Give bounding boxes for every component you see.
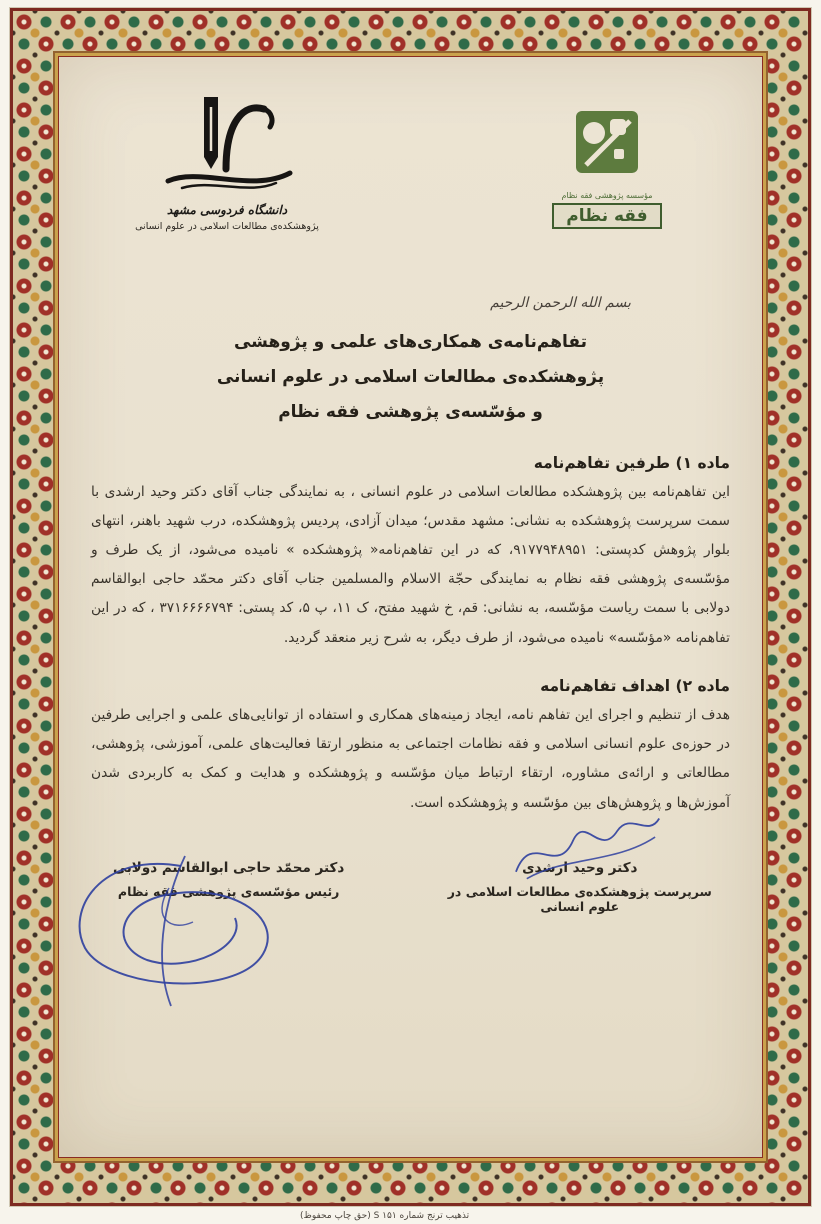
- feqh-nezam-logo: [512, 103, 702, 229]
- bismillah-text: بسم الله الرحمن الرحیم: [490, 295, 631, 311]
- article-2-body: هدف از تنظیم و اجرای این تفاهم نامه، ایجاد زمینه‌های همکاری و استفاده از توانایی‌های علمی و اجرایی طرفین در حوزه‌ی علوم انسانی اسلامی و فقه نظامات اجتماعی به منظور ارتقا فعالیت‌های علمی، آموزشی، پژوهشی، مطالعاتی و ارائه‌ی مشاوره، ارتقاء ارتباط میان مؤسّسه و پژوهشکده و هدایت و کمک به کاربردی شدن آموزش‌ها و پژوهش‌های بین مؤسّسه و پژوهشکده است.: [91, 706, 730, 811]
- document-title-line-3: و مؤسّسه‌ی پژوهشی فقه نظام: [278, 401, 543, 422]
- article-2-heading: ماده ۲) اهداف تفاهم‌نامه: [540, 676, 730, 695]
- arshadi-title: سرپرست پژوهشکده‌ی مطالعات اسلامی در علوم انسانی: [447, 883, 712, 914]
- document-title-line-1: تفاهم‌نامه‌ی همکاری‌های علمی و پژوهشی: [233, 332, 588, 352]
- arshadi-name: دکتر وحید ارشدی: [522, 859, 638, 876]
- signature-block-dolabi: [97, 860, 360, 914]
- feqh-nezam-subtitle: مؤسسه پژوهشی فقه نظام: [561, 191, 653, 200]
- document-title: [91, 325, 730, 430]
- ferdowsi-institute-logo: [107, 85, 347, 232]
- document-paper: [58, 56, 763, 1158]
- ferdowsi-logo-icon: [152, 85, 302, 197]
- feqh-nezam-wordmark: فقه نظام: [552, 203, 661, 229]
- document-content: [91, 79, 730, 1131]
- signature-block-arshadi: [436, 860, 724, 914]
- logos-row: [91, 79, 730, 293]
- feqh-nezam-logo-icon: [568, 103, 646, 181]
- arshadi-signature-icon: [501, 805, 677, 892]
- ferdowsi-institute-name: پژوهشکده‌ی مطالعات اسلامی در علوم انسانی: [135, 221, 319, 232]
- document-title-line-2: پژوهشکده‌ی مطالعات اسلامی در علوم انسانی: [216, 366, 605, 387]
- dolabi-name: دکتر محمّد حاجی ابوالقاسم دولابی: [113, 859, 345, 876]
- article-1-body: این تفاهم‌نامه بین پژوهشکده مطالعات اسلامی در علوم انسانی ، به نمایندگی جناب آقای دکتر وحید ارشدی با سمت سرپرست پژوهشکده به نشانی: مشهد مقدس؛ میدان آزادی، پردیس پژوهشکده، درب شهید باهنر، انتهای بلوار پژوهش کدپستی: ۹۱۷۷۹۴۸۹۵۱، که در این تفاهم‌نامه« پژوهشکده » نامیده می‌شود، از یک طرف و مؤسّسه‌ی پژوهشی فقه نظام به نمایندگی حجّة الاسلام والمسلمین جناب آقای دکتر محمّد حاجی ابوالقاسم دولابی با سمت ریاست مؤسّسه، به نشانی: قم، خ شهید مفتح، ک ۱۱، پ ۵، کد پستی: ۳۷۱۶۶۶۶۷۹۴ ، که در این تفاهم‌نامه «مؤسّسه» نامیده می‌شود، از طرف دیگر، به شرح زیر منعقد گردید.: [91, 483, 730, 646]
- article-1-heading: ماده ۱) طرفین تفاهم‌نامه: [533, 453, 730, 472]
- signatures-row: [91, 860, 730, 914]
- footer-credit-text: تذهیب ترنج شماره S ۱۵۱ (حق چاپ محفوظ): [300, 1211, 470, 1221]
- ferdowsi-university-name: دانشگاه فردوسی مشهد: [166, 203, 288, 217]
- dolabi-title: رئیس مؤسّسه‌ی پژوهشی فقه نظام: [117, 883, 340, 899]
